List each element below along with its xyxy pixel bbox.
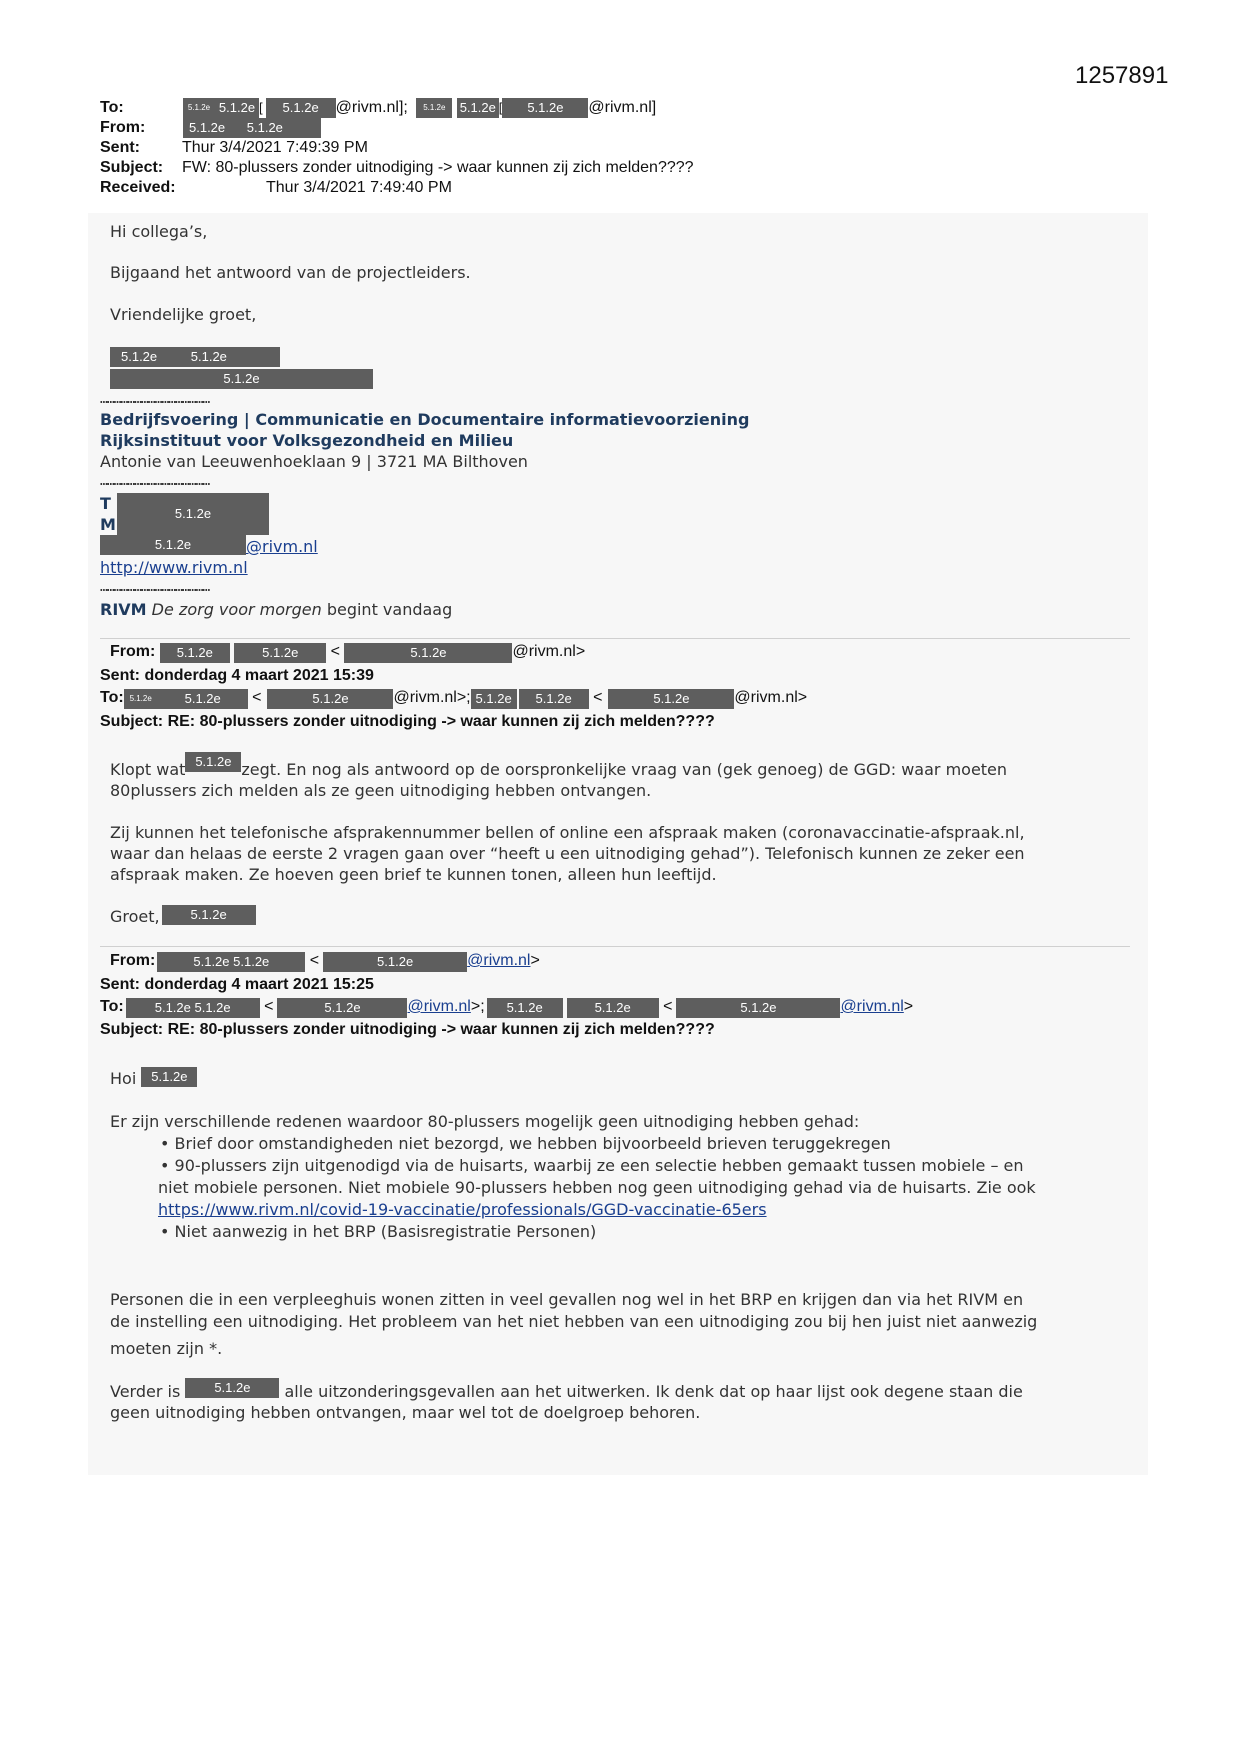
message3-sent: Sent: donderdag 4 maart 2021 15:25 — [100, 976, 374, 993]
redaction: 5.1.2e — [471, 689, 517, 709]
separator-dots: ………………………………………… — [100, 474, 210, 489]
message2-subject: Subject: RE: 80-plussers zonder uitnodiging -> waar kunnen zij zich melden???? — [100, 713, 715, 730]
signature-email[interactable]: @rivm.nl — [246, 537, 318, 556]
redaction: 5.1.2e — [567, 998, 659, 1018]
body-line: niet mobiele personen. Niet mobiele 90-plussers hebben nog geen uitnodiging gehad via de huisarts. Zie ook — [158, 1178, 1036, 1197]
body-line: geen uitnodiging hebben ontvangen, maar wel tot de doelgroep behoren. — [110, 1403, 701, 1422]
message-divider — [100, 638, 1130, 639]
redaction: 5.1.2e — [266, 98, 336, 118]
phone-label: T — [100, 494, 111, 513]
body-line: waar dan helaas de eerste 2 vragen gaan over “heeft u een uitnodiging gehad”). Telefonisch kunnen ze zeker een — [110, 844, 1025, 863]
message3-to-row: To: 5.1.2e 5.1.2e < 5.1.2e @rivm.nl>; 5.1.2e 5.1.2e < 5.1.2e @rivm.nl> — [100, 998, 913, 1018]
subject-value: FW: 80-plussers zonder uitnodiging -> waar kunnen zij zich melden???? — [182, 159, 694, 176]
redaction: 5.1.2e — [185, 752, 241, 772]
greeting: Hoi 5.1.2e — [110, 1069, 197, 1088]
redaction: 5.1.2e — [676, 998, 840, 1018]
closing: Groet, 5.1.2e — [110, 907, 256, 926]
signature-department: Bedrijfsvoering | Communicatie en Documentaire informatievoorziening — [100, 410, 750, 429]
to-email-suffix: @rivm.nl]; — [335, 99, 408, 116]
signature-url[interactable]: http://www.rivm.nl — [100, 558, 248, 577]
redaction: 5.1.2e — [124, 689, 158, 709]
redaction: 5.1.2e — [416, 98, 452, 118]
message2-from-row: From: 5.1.2e 5.1.2e < 5.1.2e @rivm.nl> — [110, 643, 585, 663]
redaction: 5.1.2e 5.1.2e — [110, 347, 280, 367]
document-number: 1257891 — [1075, 62, 1169, 89]
subject-label: Subject: — [100, 159, 164, 176]
email-header — [100, 98, 694, 198]
body-line: Er zijn verschillende redenen waardoor 80-plussers mogelijk geen uitnodiging hebben gehad: — [110, 1112, 860, 1131]
redaction: 5.1.2e 5.1.2e — [126, 998, 260, 1018]
greeting: Hi collega’s, — [110, 222, 208, 241]
to-email-suffix: @rivm.nl>; — [393, 689, 471, 706]
list-item: • 90-plussers zijn uitgenodigd via de huisarts, waarbij ze een selectie hebben gemaakt tussen mobiele – en — [160, 1156, 1024, 1175]
message3-subject: Subject: RE: 80-plussers zonder uitnodiging -> waar kunnen zij zich melden???? — [100, 1021, 715, 1038]
list-item: • Brief door omstandigheden niet bezorgd, we hebben bijvoorbeeld brieven teruggekregen — [160, 1134, 891, 1153]
redaction: 5.1.2e — [323, 952, 467, 972]
to-label: To: — [100, 99, 124, 116]
subject-row — [100, 158, 694, 178]
message3-from-row: From: 5.1.2e 5.1.2e < 5.1.2e @rivm.nl> — [110, 952, 540, 972]
redaction: 5.1.2e — [267, 689, 393, 709]
tagline-brand: RIVM — [100, 600, 147, 619]
body-line: Klopt wat 5.1.2e zegt. En nog als antwoord op de oorspronkelijke vraag van (gek genoeg) de GGD: waar moeten — [110, 754, 1008, 779]
to-email-suffix: @rivm.nl] — [588, 99, 657, 116]
body-line: Personen die in een verpleeghuis wonen zitten in veel gevallen nog wel in het BRP en krijgen dan via het RIVM en — [110, 1290, 1024, 1309]
signature-address: Antonie van Leeuwenhoeklaan 9 | 3721 MA Bilthoven — [100, 452, 528, 471]
to-label: To: — [100, 998, 124, 1015]
from-label: From: — [100, 119, 146, 136]
to-email-suffix[interactable]: @rivm.nl — [840, 998, 904, 1015]
to-email-suffix: @rivm.nl> — [734, 689, 808, 706]
message-divider — [100, 946, 1130, 947]
sent-value: Thur 3/4/2021 7:49:39 PM — [182, 139, 368, 156]
received-row — [100, 178, 694, 198]
separator-dots: ………………………………………… — [100, 580, 210, 595]
redaction: 5.1.2e 5.1.2e — [183, 118, 321, 138]
separator-dots: ………………………………………… — [100, 392, 210, 407]
guideline-link[interactable]: https://www.rivm.nl/covid-19-vaccinatie/professionals/GGD-vaccinatie-65ers — [158, 1200, 767, 1219]
to-email-suffix[interactable]: @rivm.nl — [407, 998, 471, 1015]
mobile-label: M — [100, 515, 116, 534]
list-item: • Niet aanwezig in het BRP (Basisregistratie Personen) — [160, 1222, 597, 1241]
body-line: afspraak maken. Ze hoeven geen brief te kunnen tonen, alleen hun leeftijd. — [110, 865, 717, 884]
redaction: 5.1.2e — [215, 98, 259, 118]
body-line: Verder is 5.1.2e alle uitzonderingsgevallen aan het uitwerken. Ik denk dat op haar lijst ook degene staan die — [110, 1380, 1023, 1401]
message2-sent: Sent: donderdag 4 maart 2021 15:39 — [100, 667, 374, 684]
redaction: 5.1.2e — [162, 905, 256, 925]
redaction: 5.1.2e — [502, 98, 588, 118]
redaction: 5.1.2e — [608, 689, 734, 709]
to-row: To: 5.1.2e 5.1.2e [ 5.1.2e @rivm.nl]; 5.1.2e 5.1.2e [ 5.1.2e @rivm.nl] — [100, 99, 657, 116]
tagline-rest: begint vandaag — [326, 600, 453, 619]
from-row — [100, 118, 694, 138]
tagline-italic: De zorg voor morgen — [151, 600, 322, 619]
body-line: moeten zijn *. — [110, 1339, 223, 1358]
signature-organization: Rijksinstituut voor Volksgezondheid en Milieu — [100, 431, 514, 450]
body-line: Zij kunnen het telefonische afsprakennummer bellen of online een afspraak maken (coronavaccinatie-afspraak.nl, — [110, 823, 1025, 842]
redaction: 5.1.2e — [110, 369, 373, 389]
redaction: 5.1.2e — [117, 493, 269, 535]
redaction: 5.1.2e — [487, 998, 563, 1018]
redaction: 5.1.2e 5.1.2e — [157, 952, 305, 972]
redaction: 5.1.2e — [344, 643, 512, 663]
redaction: 5.1.2e — [457, 98, 499, 118]
redaction: 5.1.2e — [277, 998, 407, 1018]
redaction: 5.1.2e — [185, 1378, 279, 1398]
signature-tagline — [100, 600, 452, 619]
closing: Vriendelijke groet, — [110, 305, 257, 324]
received-value: Thur 3/4/2021 7:49:40 PM — [266, 179, 452, 196]
redaction: 5.1.2e — [183, 98, 215, 118]
redaction: 5.1.2e — [234, 643, 326, 663]
from-label: From: — [110, 952, 156, 969]
body-line: Bijgaand het antwoord van de projectleiders. — [110, 263, 471, 282]
redaction: 5.1.2e — [160, 643, 230, 663]
from-label: From: — [110, 643, 156, 660]
message2-to-row: To: 5.1.2e 5.1.2e < 5.1.2e @rivm.nl>; 5.1.2e 5.1.2e < 5.1.2e @rivm.nl> — [100, 689, 807, 709]
redaction: 5.1.2e — [141, 1067, 197, 1087]
redaction: 5.1.2e — [100, 535, 246, 555]
redaction: 5.1.2e — [519, 689, 589, 709]
from-email-suffix[interactable]: @rivm.nl — [467, 952, 531, 969]
received-label: Received: — [100, 179, 176, 196]
body-line: de instelling een uitnodiging. Het probleem van het niet hebben van een uitnodiging zou bij hen juist niet aanwezig — [110, 1312, 1038, 1331]
redaction: 5.1.2e — [158, 689, 248, 709]
sent-row — [100, 138, 694, 158]
sent-label: Sent: — [100, 139, 140, 156]
to-label: To: — [100, 689, 124, 706]
body-line: 80plussers zich melden als ze geen uitnodiging hebben ontvangen. — [110, 781, 652, 800]
from-email-suffix: @rivm.nl> — [512, 643, 586, 660]
